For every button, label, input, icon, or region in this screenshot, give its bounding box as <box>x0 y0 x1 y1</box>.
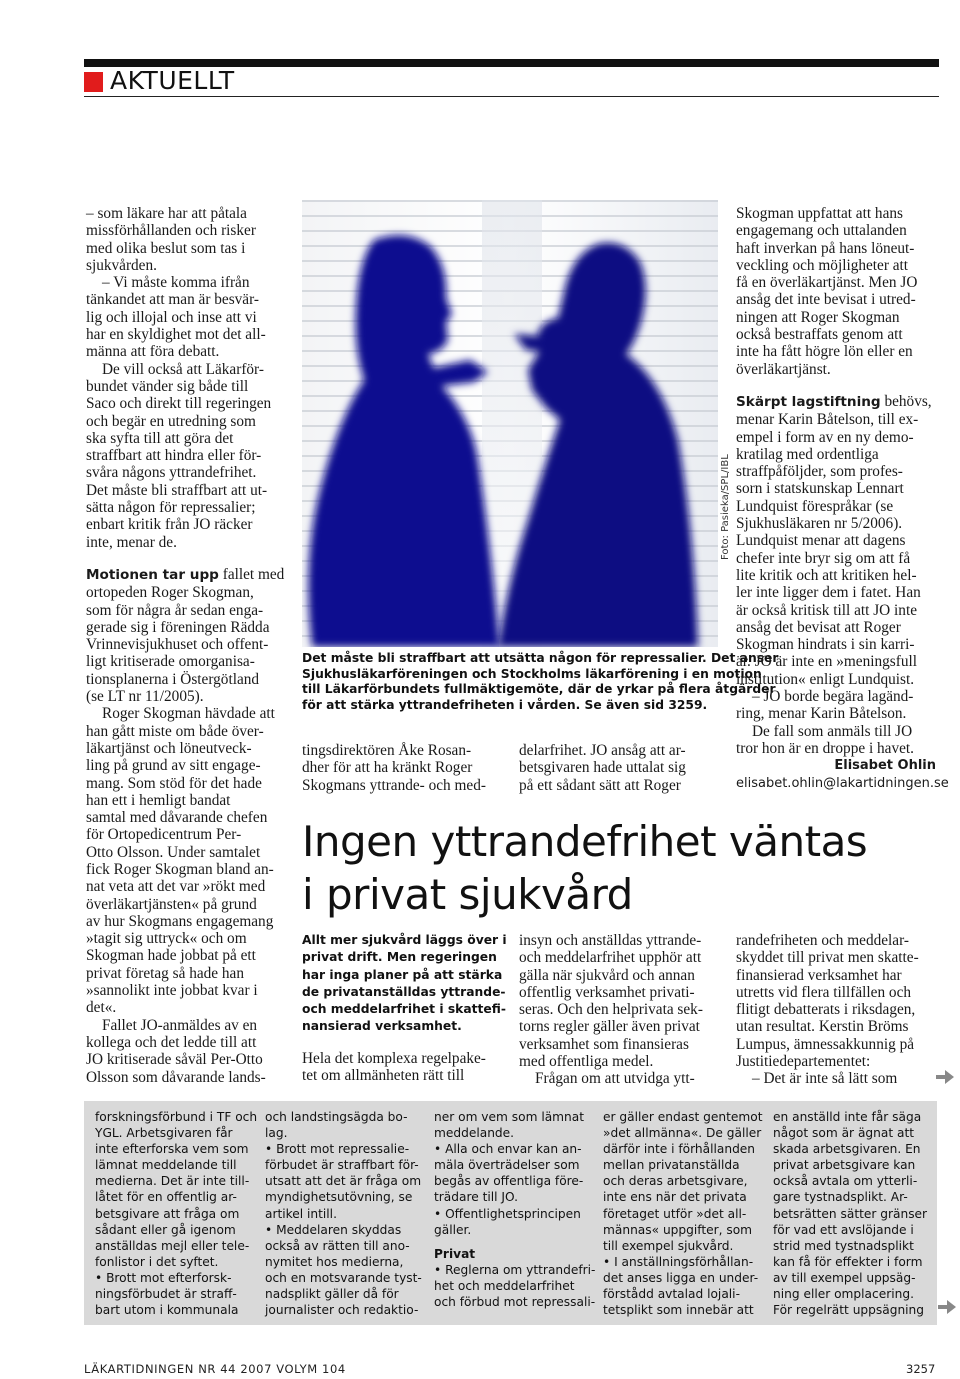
text-line: gare tystnadsplikt. Ar- <box>773 1190 908 1205</box>
text-line: har inga planer på att stärka <box>302 967 503 982</box>
text-line: trädare till JO. <box>434 1190 518 1205</box>
text-line: randefriheten och meddelar- <box>736 932 909 949</box>
section-rule <box>84 96 939 97</box>
article-column-2-top <box>302 742 486 794</box>
text-line: • I anställningsförhållan- <box>603 1254 754 1269</box>
run-in-heading: Motionen tar upp <box>86 566 219 583</box>
text-line: ortopeden Roger Skogman, <box>86 584 254 602</box>
text-line: nymitet hos medierna, <box>265 1254 404 1269</box>
paragraph <box>736 723 949 758</box>
text-line: mellan privatanställda <box>603 1158 740 1173</box>
paragraph <box>86 274 284 360</box>
text-line: också avtala om ytterli- <box>773 1174 918 1189</box>
paragraph <box>736 532 949 688</box>
text-line: männas« uppgifter, som <box>603 1222 753 1237</box>
text-line: anställdas mejl eller tele- <box>95 1238 250 1253</box>
text-line: • Brott mot repressalie- <box>265 1142 410 1157</box>
headline <box>302 815 867 921</box>
text-line: »det allmänna«. De gäller <box>603 1126 762 1141</box>
fact-box-subheading: Privat <box>434 1246 476 1261</box>
text-line: med offentliga medel. <box>519 1053 654 1071</box>
text-line: insyn och anställdas yttrande- <box>519 932 702 949</box>
text-line: straffbart att hindra eller för- <box>86 447 262 465</box>
text-line: utsatt att det är fråga om <box>265 1174 422 1189</box>
text-line: det«. <box>86 999 117 1017</box>
text-line: som för några år sedan enga- <box>86 601 264 619</box>
text-line: betsgivaren hade uttalat sig <box>519 759 686 777</box>
text-line: enbart kritik från JO räcker <box>86 516 253 534</box>
text-line: ler inte ligger dem i fatet. Han <box>736 584 921 602</box>
text-line: ska syfta till att göra det <box>86 429 234 447</box>
text-line: han gått miste om både över- <box>86 722 264 740</box>
text-line: JO kritiserade såväl Per-Otto <box>86 1051 263 1069</box>
text-line: svåra någons yttrandefrihet. <box>86 464 257 482</box>
text-line: företaget utför »det all- <box>603 1206 747 1221</box>
text-line: utan resultat. Kerstin Bröms <box>736 1018 909 1036</box>
text-line: betsgivare att fråga om <box>95 1206 240 1221</box>
section-label: AKTUELLT <box>110 66 235 95</box>
text-line: ning eller omplacering. <box>773 1287 914 1302</box>
text-line: sjukvården. <box>86 256 157 274</box>
text-line: skyddet till privat men skatte- <box>736 949 919 967</box>
text-line: het och meddelarfrihet <box>434 1278 575 1293</box>
text-line: Otto Olsson. Under samtalet <box>86 843 261 861</box>
body-column-c <box>736 932 919 1088</box>
text-line: och meddelarfrihet i skattefi- <box>302 1002 506 1017</box>
text-line: låtet för en offentlig ar- <box>95 1190 237 1205</box>
text-line: fonlistor i det syftet. <box>95 1254 219 1269</box>
text: fallet med <box>218 565 285 583</box>
text-line: gäller. <box>434 1222 472 1237</box>
text-line: privat arbetsgivare kan <box>773 1158 916 1173</box>
text-line: det anses ligga en under- <box>603 1270 759 1285</box>
text-line: med olika beslut som tas i <box>86 239 246 257</box>
footer-publication: LÄKARTIDNINGEN NR 44 2007 VOLYM 104 <box>84 1362 346 1376</box>
text-line: inte, menar de. <box>86 533 177 551</box>
text-line: Skogman hindrats i sin karri- <box>736 636 915 654</box>
text-line: Det måste bli straffbart att utsätta någon för repressalier. Det anser <box>302 651 779 665</box>
paragraph <box>86 205 284 274</box>
text-line: av till exempel uppsäg- <box>773 1270 916 1285</box>
text-line: »sannolikt inte jobbat kvar i <box>86 982 258 1000</box>
arrow-right-icon <box>938 1300 956 1314</box>
text-line: • Reglerna om yttrandefri- <box>434 1262 596 1277</box>
text-line: empel i form av en ny demo- <box>736 428 914 446</box>
text-line: De vill också att Läkarför- <box>102 360 264 378</box>
text-line: därför inte i förhållanden <box>603 1142 756 1157</box>
text-line: »tagit sig uttryck« och om <box>86 930 247 948</box>
text-line: Lundquist förespråkar (se <box>736 497 894 515</box>
text-line: ningsförbudet är straff- <box>95 1287 237 1302</box>
body-column-a <box>302 1050 486 1085</box>
article-column-4 <box>736 205 949 792</box>
text-line: ner om vem som lämnat <box>434 1110 585 1124</box>
text-line: institution« enligt Lundquist. <box>736 670 915 688</box>
text-line: • Offentlighetsprincipen <box>434 1206 581 1221</box>
text-line: kan få för effekter i form <box>773 1254 923 1269</box>
text-line: och begär en utredning som <box>86 412 256 430</box>
text-line: bart utom i kommunala <box>95 1303 239 1318</box>
text-line: Sjukhusläkaren nr 5/2006). <box>736 515 903 533</box>
text-line: menar Karin Båtelson, till ex- <box>736 411 919 429</box>
text-line: – Vi måste komma ifrån <box>102 274 250 292</box>
text-line: bundet vänder sig både till <box>86 377 249 395</box>
text-line: begås av offentliga före- <box>434 1174 584 1189</box>
text-line: forskningsförbund i TF och <box>95 1110 258 1124</box>
text-line: lite kritik och att kritiken hel- <box>736 566 917 584</box>
text-line: För regelrätt uppsägning <box>773 1303 925 1318</box>
text-line: flitigt debatterats i riksdagen, <box>736 1001 916 1019</box>
text-line: mang. Som stöd för det hade <box>86 774 262 792</box>
text-line: inte ha fått högre lön eller en <box>736 343 913 361</box>
text-line: förstådd avtalad lojali- <box>603 1287 740 1302</box>
section-marker-square <box>84 72 103 92</box>
text-line: Det måste bli straffbart att ut- <box>86 481 268 499</box>
text-line: överläkartjänsten« på grund <box>86 895 257 913</box>
text-line: lig och illojal och inse att vi <box>86 308 257 326</box>
text-line: finansierad verksamhet har <box>736 966 902 984</box>
text-line: tetsplikt som innebär att <box>603 1303 754 1318</box>
text-line: Ingen yttrandefrihet väntas <box>302 817 868 866</box>
paragraph <box>86 705 284 1016</box>
text-line: inte ens när det privata <box>603 1190 747 1205</box>
text-line: nat veta att det var »rökt med <box>86 878 266 896</box>
text-line: för vad ett avslöjande i <box>773 1222 914 1237</box>
text-line: nansierad verksamhet. <box>302 1019 462 1034</box>
text-line: till exempel sjukvård. <box>603 1238 734 1253</box>
text-line: De fall som anmäls till JO <box>752 722 913 740</box>
fact-box-column <box>265 1109 422 1318</box>
text-line: Lumpus, ämnessakkunnig på <box>736 1035 915 1053</box>
text-line: mäla överträdelser som <box>434 1158 580 1173</box>
text-line: myndighetsutövning, se <box>265 1190 413 1205</box>
text-line: kratilag med ordentliga <box>736 445 879 463</box>
text-line: Allt mer sjukvård läggs över i <box>302 933 507 947</box>
paragraph <box>736 205 949 378</box>
text-line: Justitiedepartementet: <box>736 1053 871 1071</box>
text-line: journalister och redaktio- <box>265 1303 419 1318</box>
text-line: veckling och möjligheter att <box>736 256 909 274</box>
text-line: meddelande. <box>434 1126 515 1141</box>
text-line: lag. <box>265 1126 288 1141</box>
text-line: tet om allmänheten rätt till <box>302 1067 465 1085</box>
text-line: och deras arbetsgivare, <box>603 1174 748 1189</box>
text-line: offentlig verksamhet privati- <box>519 983 695 1001</box>
lead <box>302 932 507 1036</box>
text-line: privat företag så hade han <box>86 964 244 982</box>
text-line: överläkartjänst. <box>736 360 831 378</box>
text-line: Lundquist menar att dagens <box>736 532 906 550</box>
text-line: kollega och det ledde till att <box>86 1033 257 1051</box>
text-line: er gäller endast gentemot <box>603 1110 763 1124</box>
text: behövs, <box>880 392 932 410</box>
text-line: sätta någon för repressalier; <box>86 499 256 517</box>
text-line: läkartjänst och löneutveck- <box>86 739 252 757</box>
text-line: är. JO är inte en »meningsfull <box>736 653 917 671</box>
paragraph <box>86 1017 284 1086</box>
text-line: Vrinnevisjukhuset och offent- <box>86 636 269 654</box>
text-line: – som läkare har att påtala <box>86 205 247 222</box>
text-line: Sjukhusläkarföreningen och Stockholms läkarförening i en motion <box>302 666 762 681</box>
paragraph <box>86 566 284 705</box>
run-in-heading: Skärpt lagstiftning <box>736 393 881 410</box>
text-line: – Det är inte så lätt som <box>752 1070 898 1088</box>
text-line: och en motsvarande tyst- <box>265 1270 422 1285</box>
text-line: verksamhet som finansieras <box>519 1035 689 1053</box>
text-line: artikel intill. <box>265 1206 337 1221</box>
text-line: utretts vid flera tillfällen och <box>736 983 912 1001</box>
text-line: förbudet är straffbart för- <box>265 1158 419 1173</box>
text-line: fick Roger Skogman bland an- <box>86 860 274 878</box>
article-column-3-top <box>519 742 686 794</box>
text-line: också bestraffats genom att <box>736 326 903 344</box>
text-line: ring, menar Karin Båtelson. <box>736 705 907 723</box>
text-line: straffpåföljder, som profes- <box>736 463 903 481</box>
article-photo <box>302 200 718 647</box>
text-line: nadsplikt gäller då för <box>265 1287 399 1302</box>
fact-box-column <box>95 1109 257 1318</box>
text-line: har en skyldighet mot det all- <box>86 326 266 344</box>
arrow-right-icon <box>936 1070 954 1084</box>
text-line: (se LT nr 11/2005). <box>86 688 204 706</box>
text-line: haft inverkan på hans löneut- <box>736 239 915 257</box>
text-line: – JO borde begära lagänd- <box>752 688 914 706</box>
text-line: sorn i statskunskap Lennart <box>736 480 904 498</box>
text-line: betsrätten sätter gränser <box>773 1206 928 1221</box>
text-line: Skogman uppfattat att hans <box>736 205 903 222</box>
body-column-b <box>519 932 703 1088</box>
text-line: Skogman hade jobbat på ett <box>86 947 256 965</box>
text-line: strid med tystnadsplikt <box>773 1238 914 1253</box>
text-line: dher för att ha kränkt Roger <box>302 759 473 777</box>
text-line: för Ortopedicentrum Per- <box>86 826 242 844</box>
text-line: medierna. Det är inte till- <box>95 1174 250 1189</box>
photo-caption <box>302 651 778 713</box>
text-line: • Brott mot efterforsk- <box>95 1270 232 1285</box>
text-line: ling på grund av sitt engage- <box>86 757 261 775</box>
text-line: till Läkarförbundets fullmäktigemöte, där de yrkar på flera åtgärder <box>302 682 776 696</box>
text-line: männa att föra debatt. <box>86 343 220 361</box>
text-line: av hur Skogmans engagemang <box>86 912 274 930</box>
paragraph <box>736 688 949 723</box>
text-line: • Meddelaren skyddas <box>265 1222 402 1237</box>
fact-box-column <box>773 1109 927 1318</box>
text-line: chefer inte bryr sig om att få <box>736 549 911 567</box>
text-line: tror hon är en droppe i havet. <box>736 739 914 757</box>
text-line: Frågan om att utvidga ytt- <box>535 1070 695 1088</box>
text-line: de privatanställdas yttrande- <box>302 984 506 999</box>
text-line: också av rätten till ano- <box>265 1238 410 1253</box>
paragraph <box>86 361 284 551</box>
text-line: Saco och direkt till regeringen <box>86 395 272 413</box>
text-line: Skogmans yttrande- och med- <box>302 776 486 794</box>
text-line: något som är ägnat att <box>773 1126 915 1141</box>
text-line: Roger Skogman hävdade att <box>102 705 275 723</box>
text-line: ligt kritiserade omorganisa- <box>86 653 255 671</box>
text-line: Hela det komplexa regelpake- <box>302 1050 486 1067</box>
photo-credit: Foto: Pasieka/SPL/IBL <box>720 454 731 560</box>
text-line: seras. Och den helprivata sek- <box>519 1001 703 1019</box>
text-line: tingsdirektören Åke Rosan- <box>302 742 472 759</box>
text-line: missförhållanden och risker <box>86 222 256 240</box>
text-line: och landstingsägda bo- <box>265 1110 408 1124</box>
text-line: gerade sig i föreningen Rädda <box>86 618 270 636</box>
text-line: torns regler gäller även privat <box>519 1018 700 1036</box>
text-line: inte efterforska vem som <box>95 1142 249 1157</box>
text-line: sådant eller gå igenom <box>95 1222 236 1237</box>
text-line: engagemang och uttalanden <box>736 222 907 240</box>
article-column-1 <box>86 205 284 1086</box>
text-line: ansåg det inte bevisat i utred- <box>736 291 916 309</box>
text-line: samtal med dåvarande chefen <box>86 809 268 827</box>
text-line: ningen att Roger Skogman <box>736 308 900 326</box>
text-line: få en överläkartjänst. Men JO <box>736 274 918 292</box>
text-line: lämnat meddelande till <box>95 1158 237 1173</box>
text-line: tionsplanerna i Östergötland <box>86 670 260 688</box>
text-line: delarfrihet. JO ansåg att ar- <box>519 742 686 759</box>
text-line: • Alla och envar kan an- <box>434 1142 582 1157</box>
text-line: skada arbetsgivaren. En <box>773 1142 921 1157</box>
text-line: på ett sådant sätt att Roger <box>519 776 681 794</box>
text-line: han ett i hemligt bandat <box>86 791 231 809</box>
text-line: en anställd inte får säga <box>773 1110 922 1124</box>
text-line: och meddelarfrihet upphör att <box>519 949 702 967</box>
text-line: i privat sjukvård <box>302 870 633 919</box>
byline: Elisabet Ohlin <box>834 758 936 774</box>
page-number: 3257 <box>906 1362 936 1376</box>
author-email[interactable]: elisabet.ohlin@lakartidningen.se <box>736 775 949 791</box>
text-line: ansåg det bevisat att Roger <box>736 618 901 636</box>
text-line: Olsson som dåvarande lands- <box>86 1068 266 1086</box>
text-line: för att stärka yttrandefriheten i vården. Se även sid 3259. <box>302 697 708 712</box>
fact-box-column <box>603 1109 763 1318</box>
text-line: och förbud mot repressali- <box>434 1295 596 1310</box>
text-line: privat drift. Men regeringen <box>302 950 497 965</box>
fact-box-column <box>434 1109 595 1310</box>
text-line: är också kritisk till att JO inte <box>736 601 917 619</box>
text-line: Fallet JO-anmäldes av en <box>102 1016 258 1034</box>
text-line: gälla när sjukvård och annan <box>519 966 695 984</box>
text-line: YGL. Arbetsgivaren får <box>95 1126 233 1141</box>
paragraph <box>736 393 949 532</box>
text-line: tänkandet att man är besvär- <box>86 291 259 309</box>
